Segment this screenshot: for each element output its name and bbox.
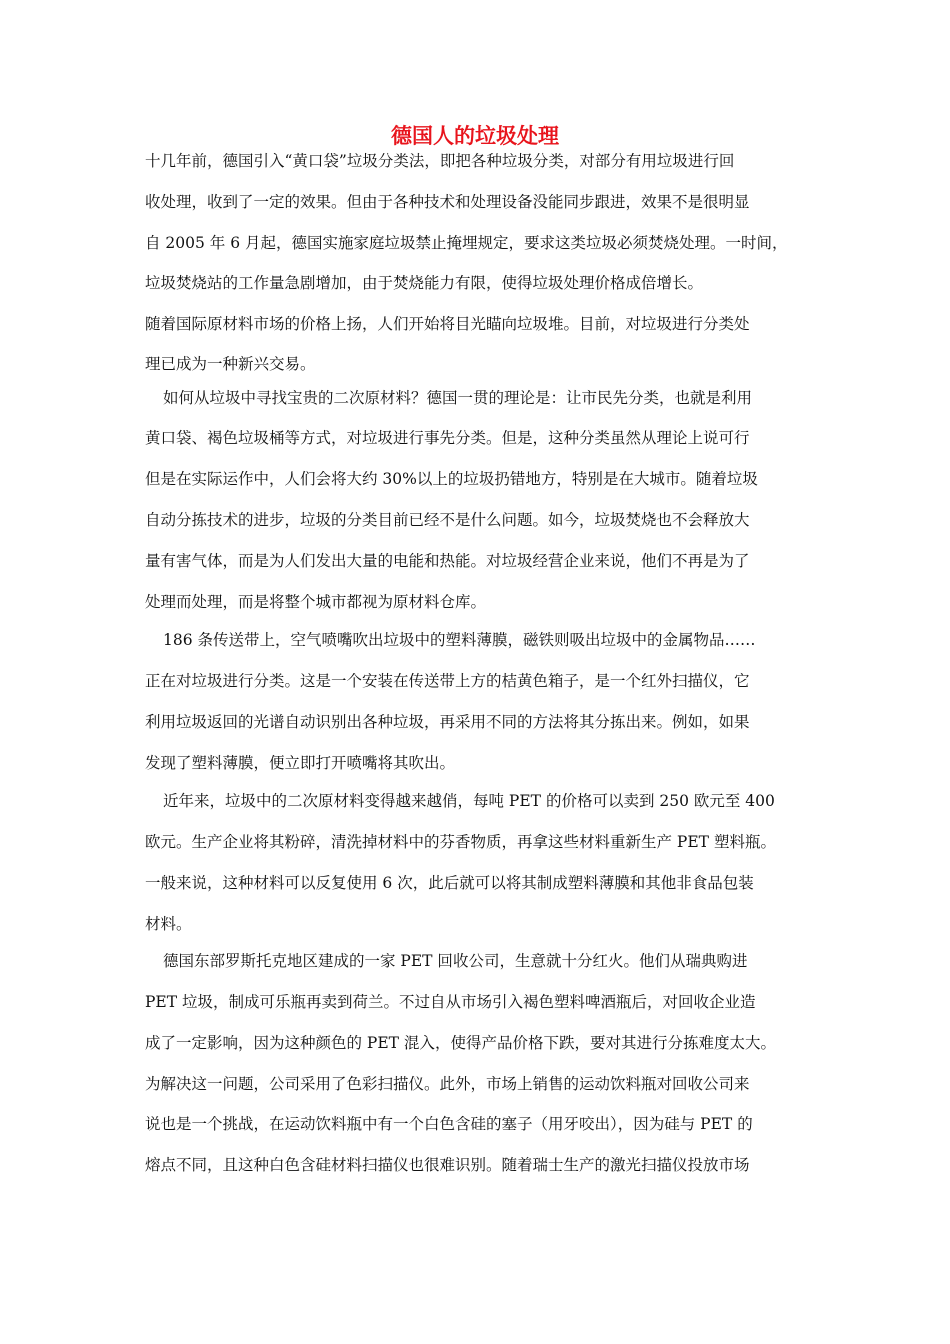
text-line: 为解决这一问题，公司采用了色彩扫描仪。此外，市场上销售的运动饮料瓶对回收公司来: [145, 1075, 750, 1093]
text-line: 一般来说，这种材料可以反复使用 6 次，此后就可以将其制成塑料薄膜和其他非食品包装: [145, 874, 754, 892]
text-line: 成了一定影响，因为这种颜色的 PET 混入，使得产品价格下跌，要对其进行分拣难度太大。: [145, 1034, 776, 1052]
text-line: 利用垃圾返回的光谱自动识别出各种垃圾，再采用不同的方法将其分拣出来。例如，如果: [145, 713, 750, 731]
text-line: 近年来，垃圾中的二次原材料变得越来越俏，每吨 PET 的价格可以卖到 250 欧元至 400: [163, 792, 775, 810]
text-line: 186 条传送带上，空气喷嘴吹出垃圾中的塑料薄膜，磁铁则吸出垃圾中的金属物品……: [163, 631, 756, 649]
text-line: 理已成为一种新兴交易。: [145, 355, 316, 373]
text-line: 熔点不同，且这种白色含硅材料扫描仪也很难识别。随着瑞士生产的激光扫描仪投放市场: [145, 1156, 750, 1174]
text-line: 说也是一个挑战，在运动饮料瓶中有一个白色含硅的塞子（用牙咬出），因为硅与 PET 的: [145, 1115, 753, 1133]
text-line: 发现了塑料薄膜，便立即打开喷嘴将其吹出。: [145, 754, 456, 772]
text-line: 黄口袋、褐色垃圾桶等方式，对垃圾进行事先分类。但是，这种分类虽然从理论上说可行: [145, 429, 750, 447]
text-line: 十几年前，德国引入“黄口袋”垃圾分类法，即把各种垃圾分类，对部分有用垃圾进行回: [145, 152, 735, 170]
text-line: 自 2005 年 6 月起，德国实施家庭垃圾禁止掩埋规定，要求这类垃圾必须焚烧处理。一时间，: [145, 234, 788, 252]
text-line: 正在对垃圾进行分类。这是一个安装在传送带上方的桔黄色箱子，是一个红外扫描仪，它: [145, 672, 750, 690]
text-line: 但是在实际运作中，人们会将大约 30%以上的垃圾扔错地方，特别是在大城市。随着垃圾: [145, 470, 758, 488]
text-line: 德国东部罗斯托克地区建成的一家 PET 回收公司，生意就十分红火。他们从瑞典购进: [163, 952, 748, 970]
text-line: 量有害气体，而是为人们发出大量的电能和热能。对垃圾经营企业来说，他们不再是为了: [145, 552, 750, 570]
text-line: 自动分拣技术的进步，垃圾的分类目前已经不是什么问题。如今，垃圾焚烧也不会释放大: [145, 511, 750, 529]
text-line: PET 垃圾，制成可乐瓶再卖到荷兰。不过自从市场引入褐色塑料啤酒瓶后，对回收企业造: [145, 993, 756, 1011]
text-line: 收处理，收到了一定的效果。但由于各种技术和处理设备没能同步跟进，效果不是很明显: [145, 193, 750, 211]
text-line: 处理而处理，而是将整个城市都视为原材料仓库。: [145, 593, 487, 611]
text-line: 材料。: [145, 915, 192, 933]
text-line: 如何从垃圾中寻找宝贵的二次原材料？德国一贯的理论是：让市民先分类，也就是利用: [163, 389, 753, 407]
text-line: 随着国际原材料市场的价格上扬，人们开始将目光瞄向垃圾堆。目前，对垃圾进行分类处: [145, 315, 750, 333]
document-title: 德国人的垃圾处理: [391, 123, 559, 148]
text-line: 垃圾焚烧站的工作量急剧增加，由于焚烧能力有限，使得垃圾处理价格成倍增长。: [145, 274, 704, 292]
text-line: 欧元。生产企业将其粉碎，清洗掉材料中的芬香物质，再拿这些材料重新生产 PET 塑料瓶。: [145, 833, 776, 851]
